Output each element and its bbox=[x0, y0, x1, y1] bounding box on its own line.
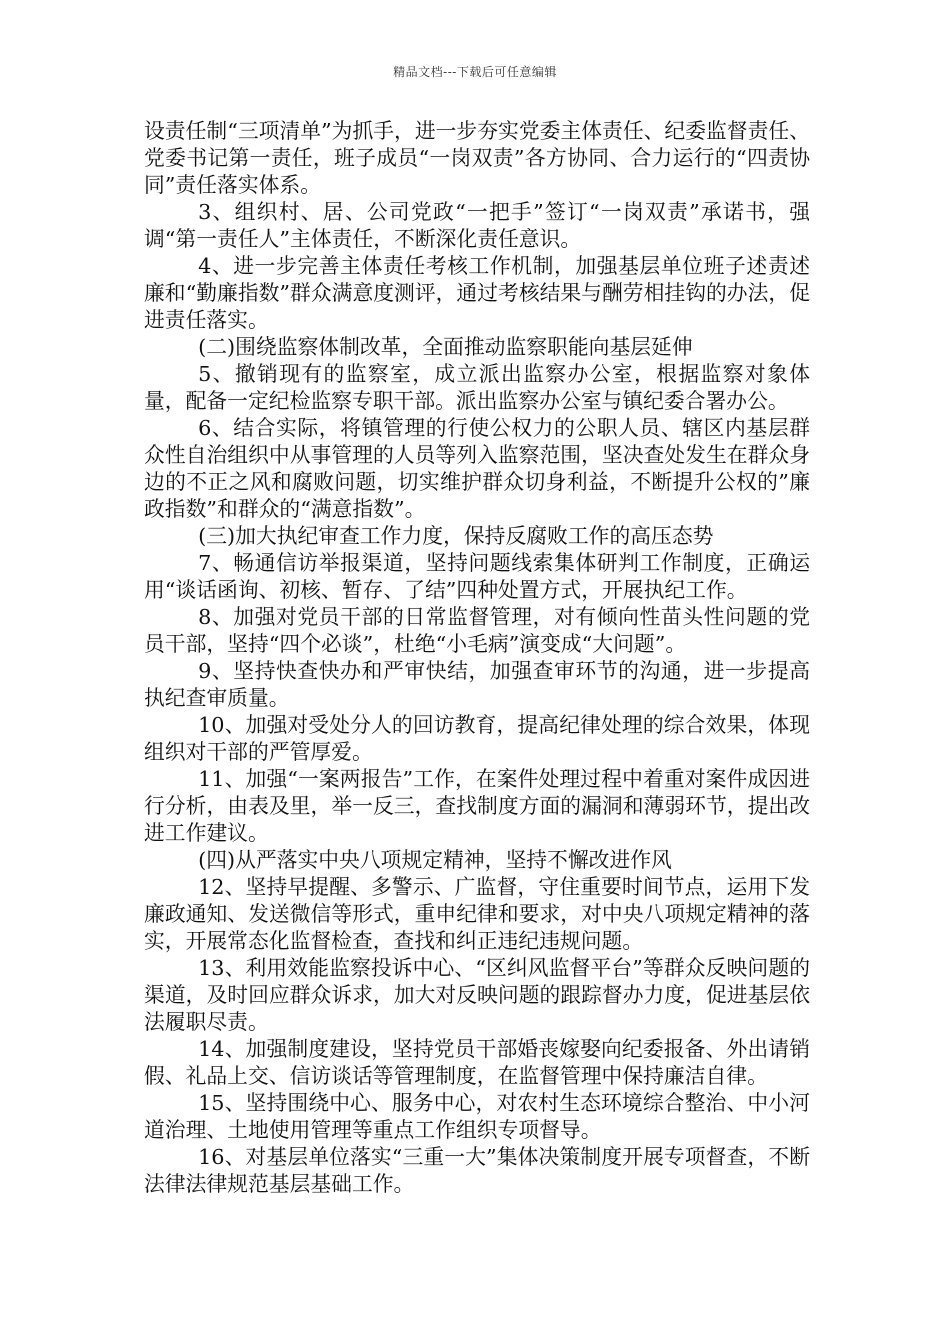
paragraph: 设责任制“三项清单”为抓手，进一步夯实党委主体责任、纪委监督责任、党委书记第一责任，班子成员“一岗双责”各方协同、合力运行的“四责协同”责任落实体系。 bbox=[144, 119, 810, 197]
document-body bbox=[144, 118, 810, 1198]
section-heading: (三)加大执纪审查工作力度，保持反腐败工作的高压态势 bbox=[198, 524, 714, 548]
page-header-note: 精品文档---下载后可任意编辑 bbox=[393, 65, 557, 79]
paragraph: 13、利用效能监察投诉中心、“区纠风监督平台”等群众反映问题的渠道，及时回应群众诉求，加大对反映问题的跟踪督办力度，促进基层依法履职尽责。 bbox=[144, 956, 810, 1034]
paragraph: 15、坚持围绕中心、服务中心，对农村生态环境综合整治、中小河道治理、土地使用管理等重点工作组织专项督导。 bbox=[144, 1091, 810, 1142]
paragraph: 14、加强制度建设，坚持党员干部婚丧嫁娶向纪委报备、外出请销假、礼品上交、信访谈话等管理制度，在监督管理中保持廉洁自律。 bbox=[144, 1037, 810, 1088]
paragraph: 7、畅通信访举报渠道，坚持问题线索集体研判工作制度，正确运用“谈话函询、初核、暂存、了结”四种处置方式，开展执纪工作。 bbox=[144, 551, 810, 602]
paragraph: 10、加强对受处分人的回访教育，提高纪律处理的综合效果，体现组织对干部的严管厚爱。 bbox=[144, 713, 810, 764]
paragraph: 12、坚持早提醒、多警示、广监督，守住重要时间节点，运用下发廉政通知、发送微信等形式，重申纪律和要求，对中央八项规定精神的落实，开展常态化监督检查，查找和纠正违纪违规问题。 bbox=[144, 875, 810, 953]
paragraph: 4、进一步完善主体责任考核工作机制，加强基层单位班子述责述廉和“勤廉指数”群众满意度测评，通过考核结果与酬劳相挂钩的办法，促进责任落实。 bbox=[144, 254, 810, 332]
paragraph: 8、加强对党员干部的日常监督管理，对有倾向性苗头性问题的党员干部，坚持“四个必谈”，杜绝“小毛病”演变成“大问题”。 bbox=[144, 605, 810, 656]
paragraph: 6、结合实际，将镇管理的行使公权力的公职人员、辖区内基层群众性自治组织中从事管理的人员等列入监察范围，坚决查处发生在群众身边的不正之风和腐败问题，切实维护群众切身利益，不断提升公权的”廉政指数”和群众的“满意指数”。 bbox=[144, 416, 810, 521]
paragraph: 3、组织村、居、公司党政“一把手”签订“一岗双责”承诺书，强调“第一责任人”主体责任，不断深化责任意识。 bbox=[144, 200, 810, 251]
paragraph: 9、坚持快查快办和严审快结，加强查审环节的沟通，进一步提高执纪查审质量。 bbox=[144, 659, 810, 710]
section-heading: (四)从严落实中央八项规定精神，坚持不懈改进作风 bbox=[198, 848, 672, 872]
paragraph: 5、撤销现有的监察室，成立派出监察办公室，根据监察对象体量，配备一定纪检监察专职干部。派出监察办公室与镇纪委合署办公。 bbox=[144, 362, 810, 413]
section-heading: (二)围绕监察体制改革，全面推动监察职能向基层延伸 bbox=[198, 335, 693, 359]
paragraph: 11、加强“一案两报告”工作，在案件处理过程中着重对案件成因进行分析，由表及里，举一反三，查找制度方面的漏洞和薄弱环节，提出改进工作建议。 bbox=[144, 767, 810, 845]
paragraph: 16、对基层单位落实“三重一大”集体决策制度开展专项督查，不断法律法律规范基层基础工作。 bbox=[144, 1145, 810, 1196]
